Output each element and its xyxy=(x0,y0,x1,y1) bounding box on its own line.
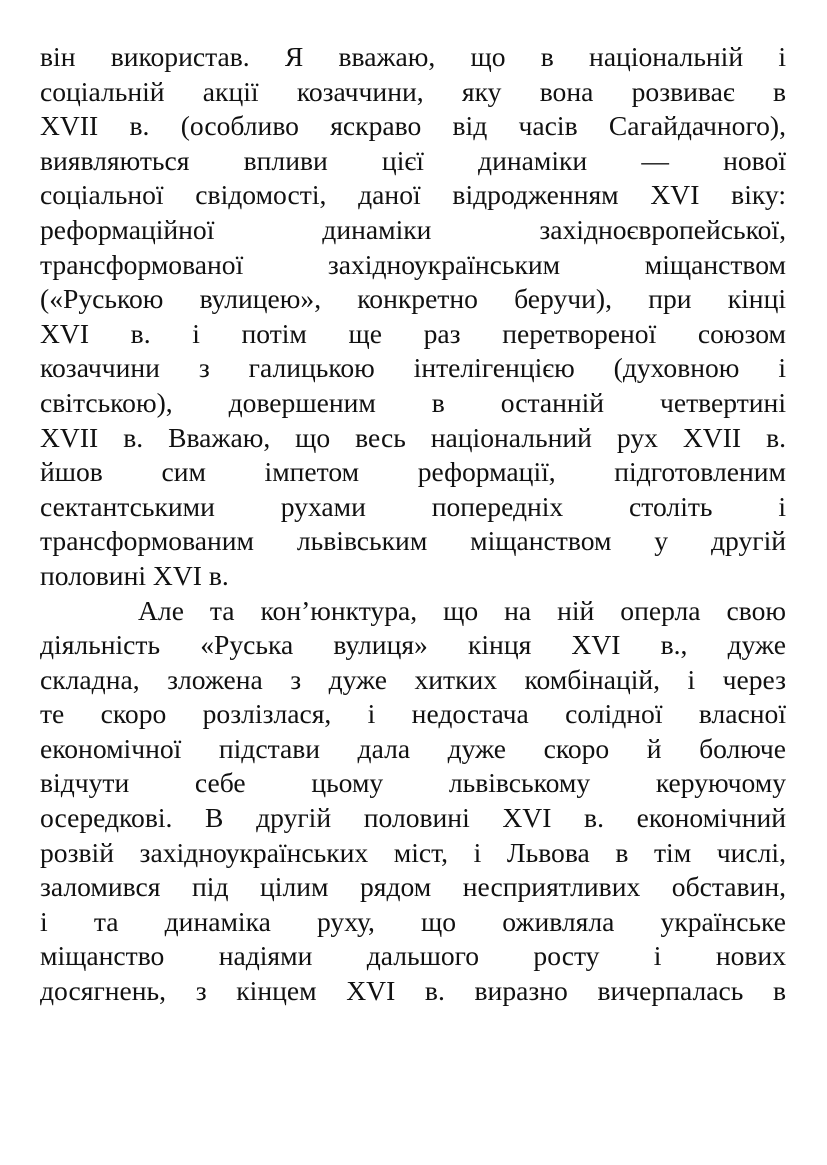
text-line: XVII в. Вважаю, що весь національний рух XVII в. xyxy=(40,421,786,453)
text-line: козаччини з галицькою інтелігенцією (духовною і xyxy=(40,352,786,384)
text-line: заломився під цілим рядом несприятливих обставин, xyxy=(40,871,786,903)
text-line: Але та кон’юнктура, що на ній оперла свою xyxy=(138,594,786,626)
paragraph-2 xyxy=(40,594,786,1009)
text-line: відчути себе цьому львівському керуючому xyxy=(40,767,786,799)
text-line: реформаційної динаміки західноєвропейської, xyxy=(40,213,786,245)
text-line: те скоро розлізлася, і недостача солідної власної xyxy=(40,698,786,730)
paragraph-1 xyxy=(40,40,786,594)
document-page xyxy=(40,40,786,1009)
text-line: і та динаміка руху, що оживляла українське xyxy=(40,905,786,937)
text-line: діяльність «Руська вулиця» кінця XVI в., дуже xyxy=(40,629,786,661)
text-line: він використав. Я вважаю, що в національній і xyxy=(40,41,786,72)
text-line: соціальної свідомості, даної відродженням XVI віку: xyxy=(40,179,786,211)
text-line: розвій західноукраїнських міст, і Львова в тім числі, xyxy=(40,836,786,868)
text-line: XVI в. і потім ще раз перетвореної союзом xyxy=(40,317,786,349)
text-line: соціальній акції козаччини, яку вона розвиває в xyxy=(40,75,786,107)
text-line: світською), довершеним в останній четвертині xyxy=(40,386,786,418)
text-line: йшов сим імпетом реформації, підготовленим xyxy=(40,456,786,488)
text-line: сектантськими рухами попередніх століть і xyxy=(40,490,786,522)
text-line: міщанство надіями дальшого росту і нових xyxy=(40,940,786,972)
text-line: XVII в. (особливо яскраво від часів Сагайдачного), xyxy=(40,110,786,142)
text-line: осередкові. В другій половині XVI в. економічний xyxy=(40,802,786,834)
text-line: половині XVI в. xyxy=(40,559,229,591)
text-line: трансформованої західноукраїнським міщанством xyxy=(40,248,786,280)
text-line: трансформованим львівським міщанством у другій xyxy=(40,525,786,557)
text-line: («Руською вулицею», конкретно беручи), при кінці xyxy=(40,283,786,315)
text-line: виявляються впливи цієї динаміки — нової xyxy=(40,144,786,176)
text-line: економічної підстави дала дуже скоро й болюче xyxy=(40,732,786,764)
text-line: складна, зложена з дуже хитких комбінацій, і через xyxy=(40,663,786,695)
text-line: досягнень, з кінцем XVI в. виразно вичерпалась в xyxy=(40,975,786,1007)
